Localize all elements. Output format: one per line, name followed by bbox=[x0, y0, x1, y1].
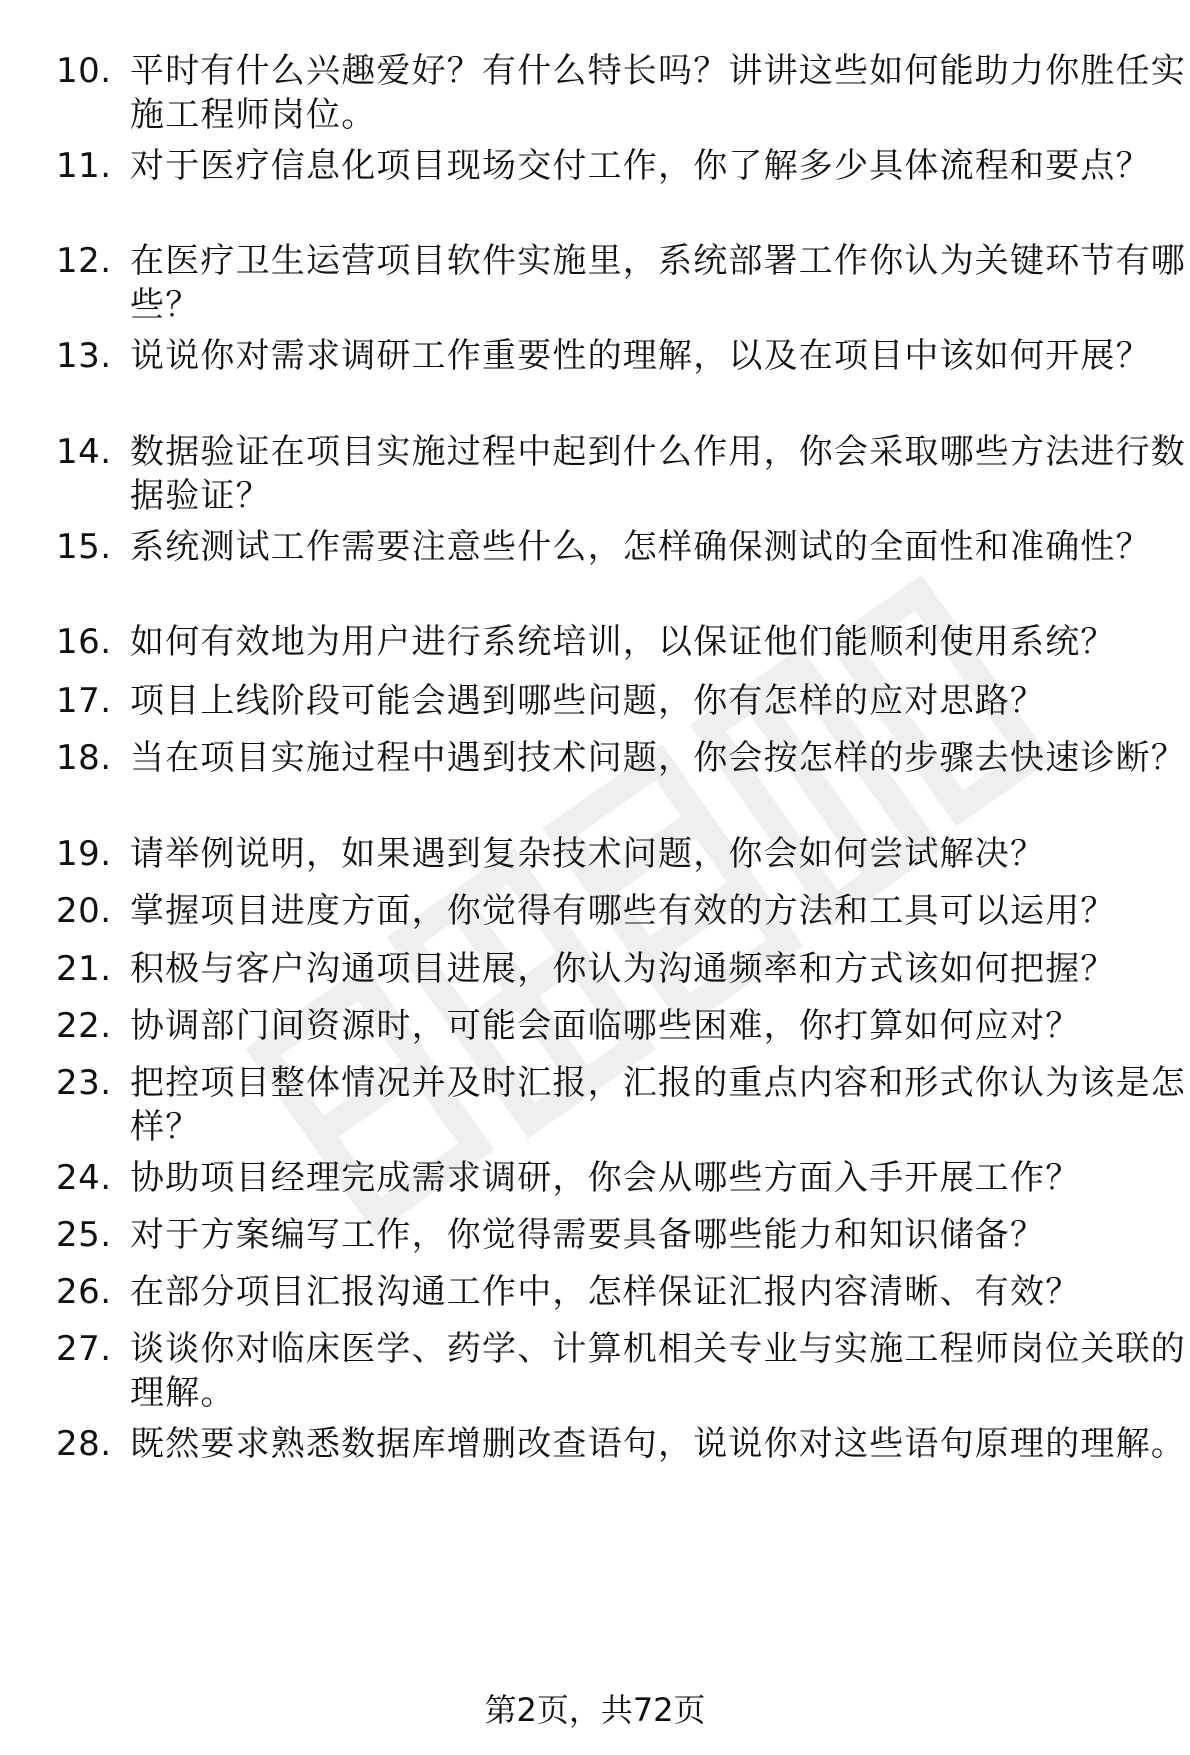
question-text: 项目上线阶段可能会遇到哪些问题，你有怎样的应对思路？ bbox=[130, 681, 1046, 721]
question-text: 当在项目实施过程中遇到技术问题，你会按怎样的步骤去快速诊断？ bbox=[130, 738, 1186, 778]
question-number: 19. bbox=[56, 834, 112, 874]
question-text: 谈谈你对临床医学、药学、计算机相关专业与实施工程师岗位关联的理解。 bbox=[130, 1329, 1186, 1413]
question-number: 26. bbox=[56, 1272, 112, 1312]
question-number: 12. bbox=[56, 241, 112, 281]
question-number: 22. bbox=[56, 1006, 112, 1046]
question-text: 数据验证在项目实施过程中起到什么作用，你会采取哪些方法进行数据验证？ bbox=[130, 432, 1186, 516]
question-number: 27. bbox=[56, 1329, 112, 1369]
question-text: 对于医疗信息化项目现场交付工作，你了解多少具体流程和要点？ bbox=[130, 146, 1151, 186]
question-text: 把控项目整体情况并及时汇报，汇报的重点内容和形式你认为该是怎样？ bbox=[130, 1063, 1186, 1147]
question-text: 积极与客户沟通项目进展，你认为沟通频率和方式该如何把握？ bbox=[130, 949, 1116, 989]
question-number: 13. bbox=[56, 336, 112, 376]
question-text: 在部分项目汇报沟通工作中，怎样保证汇报内容清晰、有效？ bbox=[130, 1272, 1081, 1312]
question-number: 20. bbox=[56, 891, 112, 931]
question-text: 如何有效地为用户进行系统培训，以保证他们能顺利使用系统？ bbox=[130, 622, 1116, 662]
question-text: 系统测试工作需要注意些什么，怎样确保测试的全面性和准确性？ bbox=[130, 527, 1151, 567]
question-number: 10. bbox=[56, 51, 112, 91]
question-number: 16. bbox=[56, 622, 112, 662]
question-number: 18. bbox=[56, 738, 112, 778]
question-text: 既然要求熟悉数据库增删改查语句，说说你对这些语句原理的理解。 bbox=[130, 1424, 1186, 1464]
question-number: 28. bbox=[56, 1424, 112, 1464]
question-number: 11. bbox=[56, 146, 112, 186]
question-text: 平时有什么兴趣爱好？有什么特长吗？讲讲这些如何能助力你胜任实施工程师岗位。 bbox=[130, 51, 1186, 135]
question-number: 15. bbox=[56, 527, 112, 567]
question-text: 协调部门间资源时，可能会面临哪些困难，你打算如何应对？ bbox=[130, 1006, 1081, 1046]
question-number: 23. bbox=[56, 1063, 112, 1103]
question-text: 在医疗卫生运营项目软件实施里，系统部署工作你认为关键环节有哪些？ bbox=[130, 241, 1186, 325]
question-number: 21. bbox=[56, 949, 112, 989]
question-number: 17. bbox=[56, 681, 112, 721]
question-number: 24. bbox=[56, 1158, 112, 1198]
question-text: 请举例说明，如果遇到复杂技术问题，你会如何尝试解决？ bbox=[130, 834, 1046, 874]
question-text: 协助项目经理完成需求调研，你会从哪些方面入手开展工作？ bbox=[130, 1158, 1081, 1198]
page-footer: 第2页，共72页 bbox=[484, 1691, 706, 1729]
question-number: 25. bbox=[56, 1215, 112, 1255]
question-text: 对于方案编写工作，你觉得需要具备哪些能力和知识储备？ bbox=[130, 1215, 1046, 1255]
question-text: 掌握项目进度方面，你觉得有哪些有效的方法和工具可以运用？ bbox=[130, 891, 1116, 931]
question-text: 说说你对需求调研工作重要性的理解，以及在项目中该如何开展？ bbox=[130, 336, 1151, 376]
question-number: 14. bbox=[56, 432, 112, 472]
